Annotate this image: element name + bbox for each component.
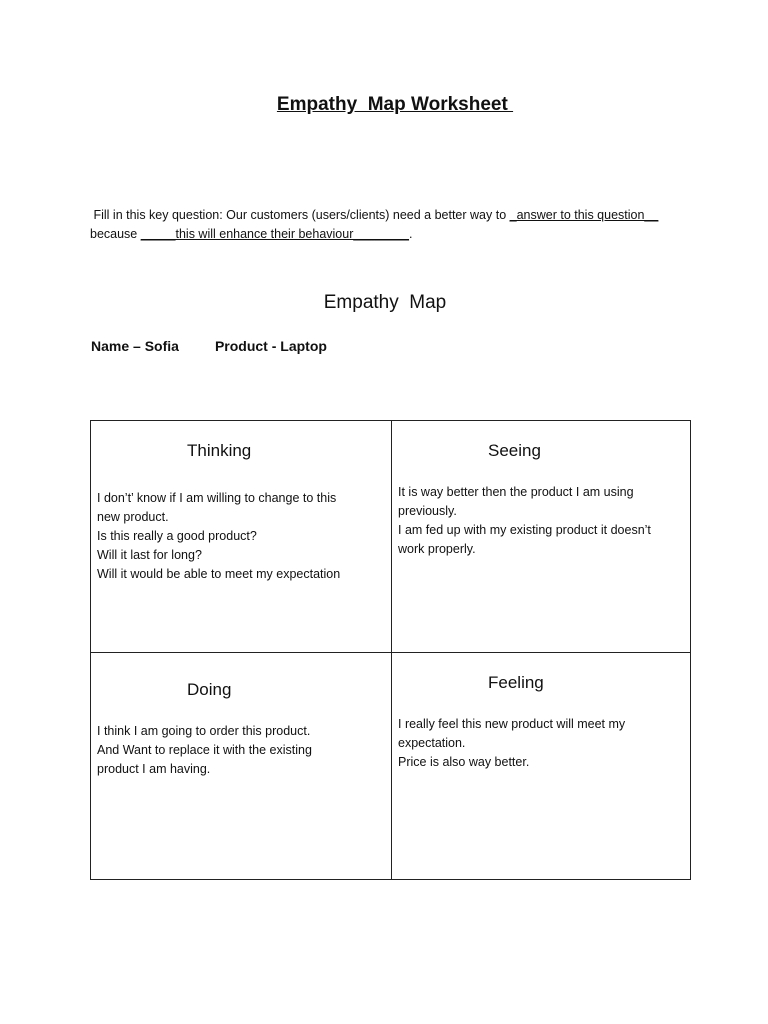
persona-name: Name – Sofia [91,338,179,354]
quadrant-seeing-line: I am fed up with my existing product it doesn’t [398,523,651,537]
quadrant-thinking-title: Thinking [187,441,252,460]
quadrant-feeling [392,653,692,881]
quadrant-thinking-body [97,489,340,584]
quadrant-thinking-line: Will it last for long? [97,548,202,562]
key-question-line-2 [90,225,690,244]
worksheet-title: Empathy Map Worksheet [276,94,514,115]
quadrant-feeling-line: expectation. [398,736,466,750]
quadrant-doing-body [97,722,312,779]
key-question-period: . [409,227,413,241]
quadrant-thinking-line: new product. [97,510,169,524]
quadrant-doing [91,653,391,881]
quadrant-seeing-line: work properly. [398,542,476,556]
quadrant-feeling-line: I really feel this new product will meet my [398,717,626,731]
quadrant-feeling-title: Feeling [488,673,544,692]
quadrant-doing-line: And Want to replace it with the existing [97,743,312,757]
quadrant-seeing-title: Seeing [488,441,541,460]
quadrant-thinking-line: Is this really a good product? [97,529,257,543]
quadrant-thinking [91,421,391,652]
empathy-map-title: Empathy Map [323,292,447,313]
quadrant-seeing-line: It is way better then the product I am using [398,485,634,499]
quadrant-thinking-line: I don’t’ know if I am willing to change to this [97,491,337,505]
empathy-map-grid [90,420,691,880]
persona-info [91,338,327,354]
quadrant-thinking-line: Will it would be able to meet my expectation [97,567,341,581]
key-question-answer: _answer to this question__ [509,208,659,222]
key-question-because-answer: _____this will enhance their behaviour________ [140,227,409,241]
persona-product: Product - Laptop [214,338,327,354]
quadrant-doing-line: product I am having. [97,762,211,776]
key-question [90,206,690,244]
quadrant-seeing-body [398,483,651,559]
quadrant-feeling-body [398,715,625,772]
key-question-because-label: because [90,227,141,241]
quadrant-doing-line: I think I am going to order this product. [97,724,311,738]
quadrant-feeling-line: Price is also way better. [398,755,530,769]
quadrant-seeing [392,421,692,652]
key-question-line-1 [90,206,690,225]
quadrant-doing-title: Doing [187,680,232,699]
key-question-intro: Fill in this key question: Our customers (users/clients) need a better way to [90,208,510,222]
quadrant-seeing-line: previously. [398,504,457,518]
